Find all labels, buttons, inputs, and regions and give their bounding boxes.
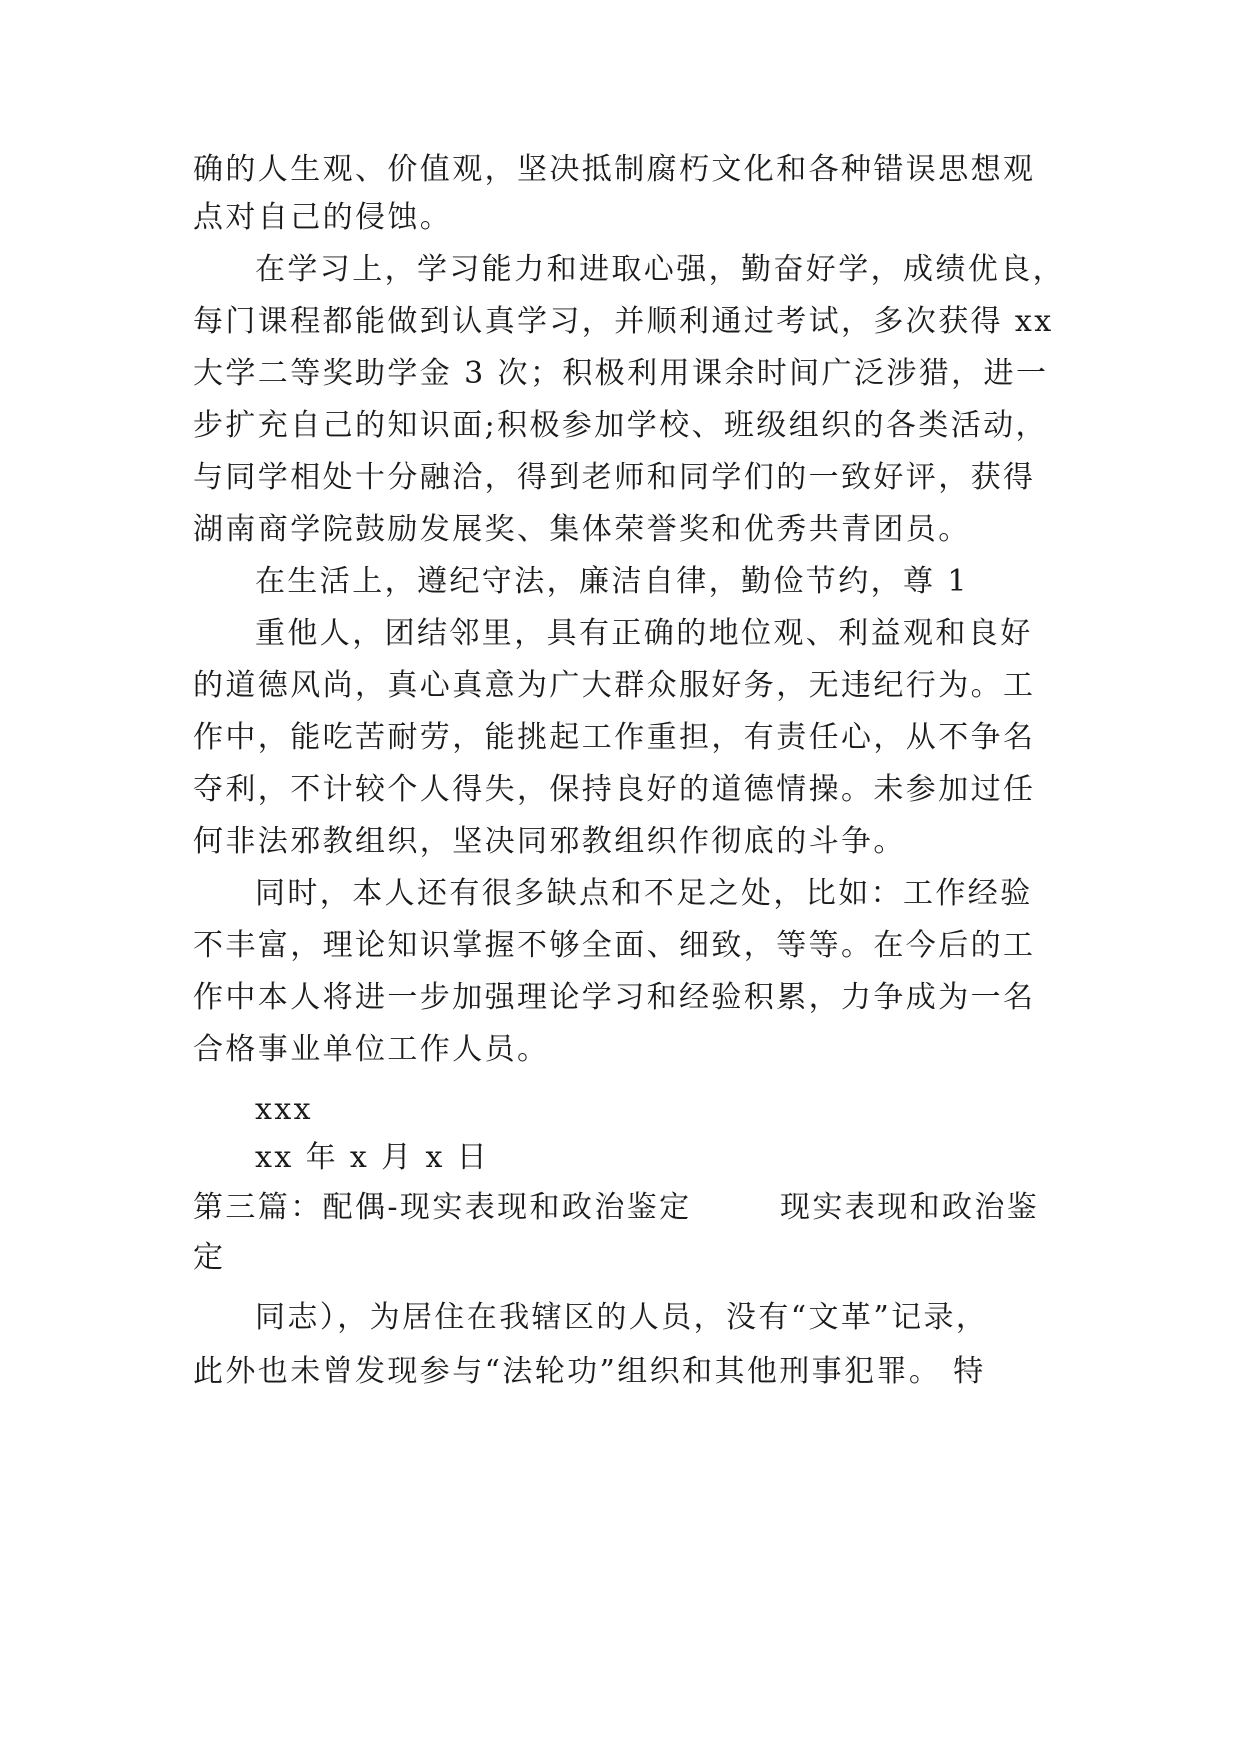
paragraph-line: 同时，本人还有很多缺点和不足之处，比如：工作经验	[255, 876, 1033, 911]
paragraph-line: 与同学相处十分融洽，得到老师和同学们的一致好评，获得	[193, 460, 1036, 495]
paragraph-line: 确的人生观、价值观，坚决抵制腐朽文化和各种错误思想观	[193, 152, 1036, 187]
paragraph-line: 点对自己的侵蚀。	[193, 200, 453, 235]
section-heading: 第三篇：配偶-现实表现和政治鉴定	[193, 1190, 692, 1225]
paragraph-line: 步扩充自己的知识面;积极参加学校、班级组织的各类活动，	[193, 408, 1048, 443]
paragraph-line: 每门课程都能做到认真学习，并顺利通过考试，多次获得 xx	[193, 304, 1054, 339]
paragraph-line: 作中本人将进一步加强理论学习和经验积累，力争成为一名	[193, 980, 1036, 1015]
paragraph-line: 不丰富，理论知识掌握不够全面、细致，等等。在今后的工	[193, 928, 1036, 963]
paragraph-line: 湖南商学院鼓励发展奖、集体荣誉奖和优秀共青团员。	[193, 512, 971, 547]
paragraph-line: 夺利，不计较个人得失，保持良好的道德情操。未参加过任	[193, 772, 1036, 807]
paragraph-line: 在生活上，遵纪守法，廉洁自律，勤俭节约，尊 1	[255, 564, 969, 599]
signature-date: xx 年 x 月 x 日	[255, 1140, 490, 1175]
paragraph-line: 同志），为居住在我辖区的人员，没有“文革”记录，	[255, 1300, 989, 1335]
paragraph-line: 作中，能吃苦耐劳，能挑起工作重担，有责任心，从不争名	[193, 720, 1036, 755]
section-heading-wrap: 定	[193, 1240, 226, 1275]
paragraph-line: 在学习上，学习能力和进取心强，勤奋好学，成绩优良，	[255, 252, 1065, 287]
paragraph-line: 重他人，团结邻里，具有正确的地位观、利益观和良好	[255, 616, 1033, 651]
paragraph-line: 此外也未曾发现参与“法轮功”组织和其他刑事犯罪。 特	[193, 1354, 986, 1389]
paragraph-line: 的道德风尚，真心真意为广大群众服好务，无违纪行为。工	[193, 668, 1036, 703]
paragraph-line: 何非法邪教组织，坚决同邪教组织作彻底的斗争。	[193, 824, 906, 859]
section-heading-continued: 现实表现和政治鉴	[780, 1190, 1040, 1225]
paragraph-line: 大学二等奖助学金 3 次；积极利用课余时间广泛涉猎，进一	[193, 356, 1049, 391]
paragraph-line: 合格事业单位工作人员。	[193, 1032, 550, 1067]
signature-name: xxx	[255, 1092, 313, 1127]
